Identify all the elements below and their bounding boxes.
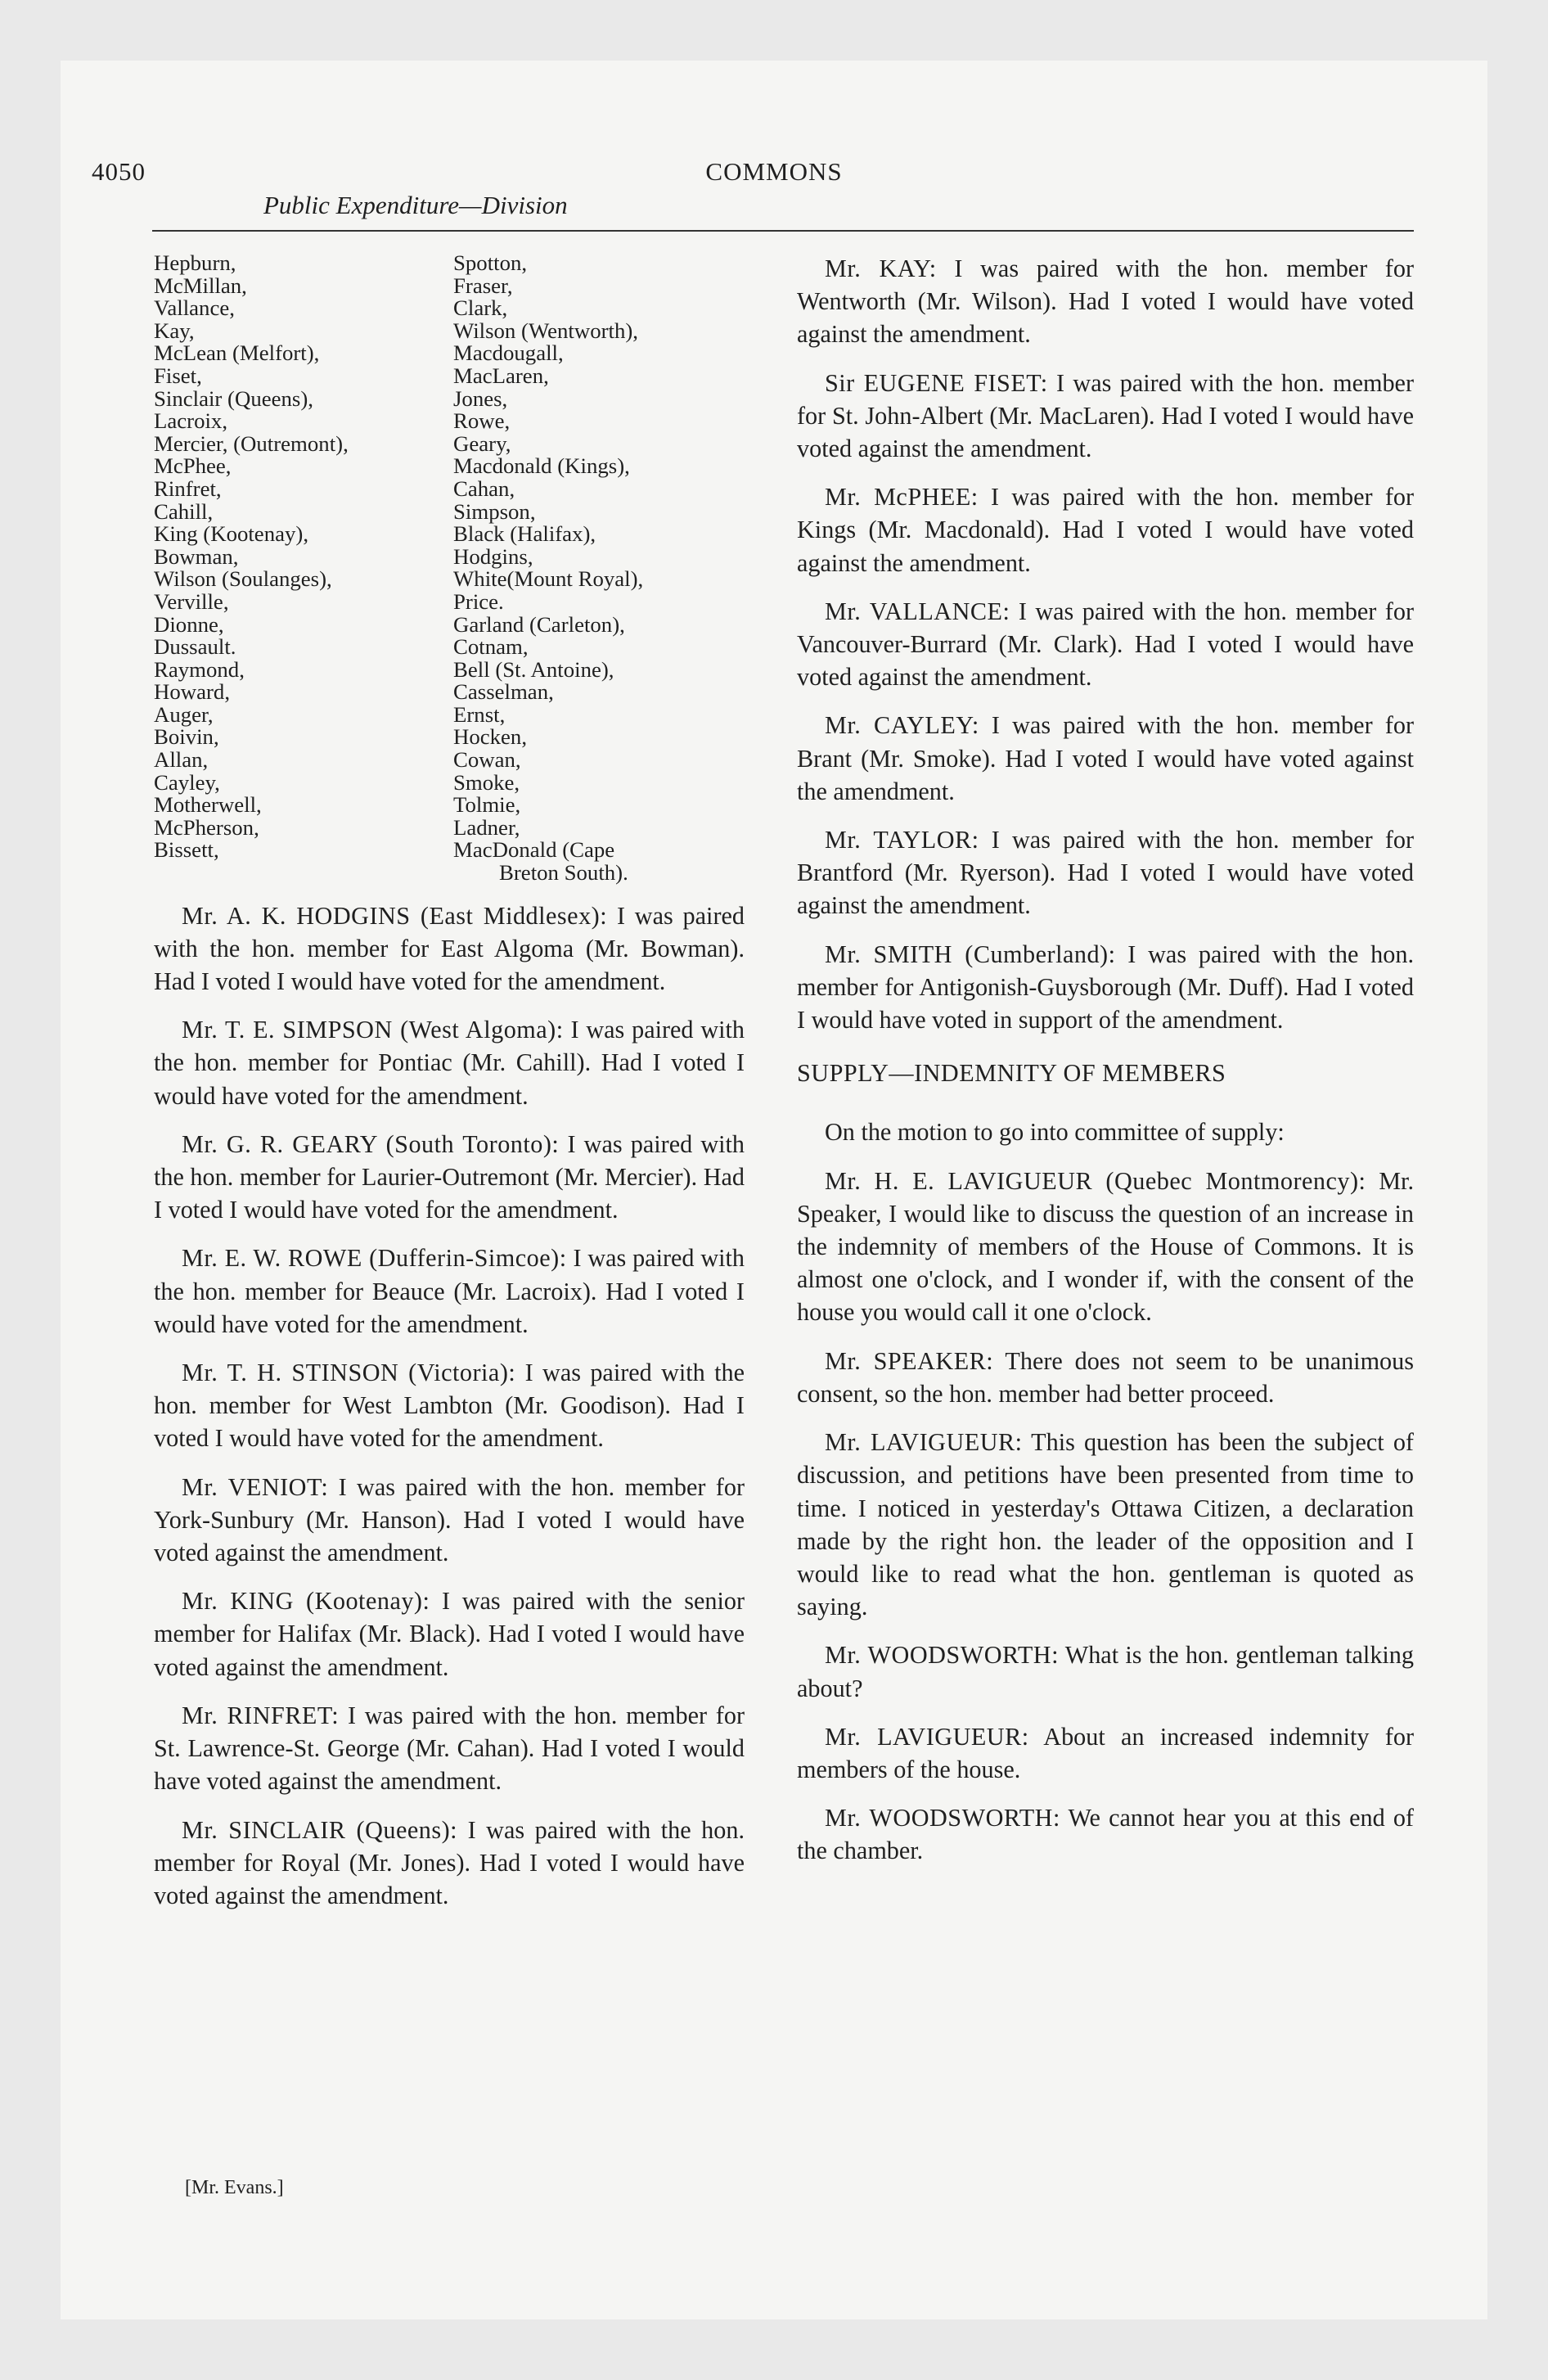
right-column [797,252,1414,1883]
division-member: MacDonald (Cape [453,837,615,863]
division-member: Simpson, [453,498,536,524]
speech-paragraph [154,1128,745,1227]
speaker-name: Mr. SINCLAIR (Queens): [182,1815,458,1844]
speaker-name: Mr. TAYLOR: [825,826,979,854]
speech-paragraph [797,480,1414,579]
division-member: MacLaren, [453,363,549,388]
speech-paragraph [797,1165,1414,1329]
speech-paragraph [797,1720,1414,1786]
speech-paragraph [154,899,745,998]
division-member: Hodgins, [453,543,533,569]
speech-text: I was paired with the hon. member for Brantford (Mr. Ryerson). Had I voted I would have voted against the amendment. [797,826,1415,920]
left-speeches [154,899,745,1912]
speech-text: Mr. Speaker, I would like to discuss the question of an increase in the indemnity of members of the House of Commons. It is almost one o'clock, and I wonder if, with the consent of the house you would call it one o'clock. [797,1166,1414,1327]
speaker-name: Mr. SMITH (Cumberland): [825,940,1116,968]
speech-text: I was paired with the hon. member for Brant (Mr. Smoke). Had I voted I would have voted against the amendment. [797,711,1414,805]
speaker-name: Mr. KAY: [825,255,937,282]
speaker-name: Mr. A. K. HODGINS (East Middlesex): [182,901,608,930]
division-member: Dionne, [154,611,224,637]
speech-paragraph [797,823,1414,922]
speaker-name: Sir EUGENE FISET: [825,368,1048,397]
division-member: Bissett, [154,837,219,863]
division-member: Smoke, [453,769,520,795]
division-member: Fiset, [154,363,202,388]
speech-text: I was paired with the hon. member for Wentworth (Mr. Wilson). Had I voted I would have voted against the amendment. [797,255,1415,349]
speaker-name: Mr. LAVIGUEUR: [825,1722,1029,1751]
right-speeches-a [797,252,1414,1036]
division-member: Casselman, [453,679,554,705]
speech-paragraph [154,1471,745,1570]
speaker-name: Mr. G. R. GEARY (South Toronto): [182,1129,560,1158]
speech-text: I was paired with the hon. member for Laurier-Outremont (Mr. Mercier). Had I voted I would have voted for the amendment. [154,1129,745,1224]
division-member: Spotton, [453,250,528,275]
section-heading: SUPPLY—INDEMNITY OF MEMBERS [797,1059,1226,1088]
speech-text: I was paired with the hon. member for Kings (Mr. Macdonald). Had I voted I would have voted against the amendment. [797,483,1415,577]
division-member: Cahan, [453,476,515,501]
division-member: Boivin, [154,724,219,750]
division-member: Motherwell, [154,792,262,818]
division-col-2 [453,252,745,885]
division-member: Price. [453,588,504,614]
division-member: King (Kootenay), [154,521,309,547]
speaker-name: Mr. KING (Kootenay): [182,1587,430,1616]
division-member: Verville, [154,588,229,614]
division-member: Lacroix, [154,408,228,434]
speech-text: I was paired with the hon. member for St. Lawrence-St. George (Mr. Cahan). Had I voted I would have voted against the amendment. [154,1701,745,1796]
division-member: Wilson (Soulanges), [154,566,332,592]
speech-text: What is the hon. gentleman talking about? [797,1641,1414,1702]
speech-text: This question has been the subject of discussion, and petitions have been presented from time to time. I noticed in yesterday's Ottawa Citizen, a declaration made by the right hon. the leader of the opposition and I would like to read what the hon. gentleman is quoted as saying. [797,1428,1414,1621]
division-member: Fraser, [453,273,513,298]
speech-text: I was paired with the hon. member for East Algoma (Mr. Bowman). Had I voted I would have voted for the amendment. [154,901,745,996]
division-member: Cayley, [154,769,220,795]
speech-text: There does not seem to be unanimous consent, so the hon. member had better proceed. [797,1346,1414,1408]
division-member: Rowe, [453,408,511,434]
speech-paragraph [797,1426,1414,1623]
division-member: Macdonald (Kings), [453,453,630,479]
speech-paragraph [154,1356,745,1455]
speech-paragraph [797,1345,1414,1410]
speaker-name: Mr. WOODSWORTH: [825,1804,1060,1832]
speech-paragraph [154,1242,745,1341]
speaker-name: Mr. H. E. LAVIGUEUR (Quebec Montmorency): [825,1166,1366,1195]
speech-paragraph [797,595,1414,694]
division-member: Ernst, [453,701,506,727]
speaker-name: Mr. WOODSWORTH: [825,1641,1059,1670]
division-member: Vallance, [154,295,235,321]
speaker-name: Mr. McPHEE: [825,483,979,512]
division-col-1 [154,252,453,885]
division-member: McPhee, [154,453,232,479]
division-member: Macdougall, [453,340,564,366]
division-member: Hocken, [453,724,528,750]
header-rule [152,230,1414,232]
division-list [154,252,745,885]
speech-text: I was paired with the hon. member for Royal (Mr. Jones). Had I voted I would have voted against the amendment. [154,1815,745,1909]
division-member: McMillan, [154,273,247,298]
division-member: Cotnam, [453,634,529,660]
footer-reference: [Mr. Evans.] [185,2177,284,2198]
division-member: Wilson (Wentworth), [453,318,638,343]
speech-text: I was paired with the hon. member for Vancouver-Burrard (Mr. Clark). Had I voted I would have voted against the amendment. [797,597,1415,692]
speaker-name: Mr. VENIOT: [182,1472,329,1501]
speaker-name: Mr. T. H. STINSON (Victoria): [182,1359,516,1387]
speech-paragraph [797,367,1414,466]
division-member: Hepburn, [154,250,236,275]
running-title: COMMONS [705,157,843,186]
division-member: Ladner, [453,814,520,840]
division-member: Dussault. [154,634,236,660]
division-member: Auger, [154,701,214,727]
right-speeches-b [797,1165,1414,1868]
speech-text: About an increased indemnity for members of the house. [797,1722,1415,1783]
speech-paragraph [797,709,1414,808]
speech-paragraph [154,1584,745,1684]
division-member: Raymond, [154,656,245,682]
speech-text: I was paired with the hon. member for Antigonish-Guysborough (Mr. Duff). Had I voted I would have voted in support of the amendment. [797,940,1415,1034]
speaker-name: Mr. LAVIGUEUR: [825,1428,1023,1457]
speaker-name: Mr. RINFRET: [182,1701,340,1729]
page-subtitle: Public Expenditure—Division [263,191,568,219]
division-member: Sinclair (Queens), [154,385,313,411]
speech-text: We cannot hear you at this end of the chamber. [797,1804,1414,1865]
speaker-name: Mr. T. E. SIMPSON (West Algoma): [182,1016,564,1044]
division-member: McPherson, [154,814,259,840]
division-member: Rinfret, [154,476,222,501]
speaker-name: Mr. E. W. ROWE (Dufferin-Simcoe): [182,1244,567,1273]
speech-paragraph [797,252,1414,351]
speech-text: I was paired with the hon. member for York-Sunbury (Mr. Hanson). Had I voted I would have voted against the amendment. [154,1472,745,1567]
speech-paragraph [797,938,1414,1037]
speech-paragraph [154,1814,745,1913]
division-member: Tolmie, [453,792,521,818]
division-member: Clark, [453,295,508,321]
speaker-name: Mr. VALLANCE: [825,597,1010,625]
division-member: Breton South). [499,860,628,886]
speech-text: I was paired with the hon. member for St. John-Albert (Mr. MacLaren). Had I voted I would have voted against the amendment. [797,368,1414,463]
motion-text: On the motion to go into committee of supply: [825,1118,1285,1147]
division-member: Bowman, [154,543,239,569]
speech-text: I was paired with the hon. member for Pontiac (Mr. Cahill). Had I voted I would have voted for the amendment. [154,1016,745,1110]
speaker-name: Mr. CAYLEY: [825,711,979,740]
speech-paragraph [797,1639,1414,1704]
division-member: Mercier, (Outremont), [154,430,349,456]
division-member: Black (Halifax), [453,521,596,547]
speech-text: I was paired with the hon. member for Beauce (Mr. Lacroix). Had I voted I would have voted for the amendment. [154,1244,745,1338]
left-column [154,252,745,1927]
division-member: Jones, [453,385,508,411]
speaker-name: Mr. SPEAKER: [825,1346,994,1375]
division-member: Cowan, [453,747,521,773]
speech-paragraph [154,1013,745,1112]
page-number: 4050 [92,157,146,186]
division-member: Garland (Carleton), [453,611,625,637]
speech-text: I was paired with the senior member for Halifax (Mr. Black). Had I voted I would have voted against the amendment. [154,1587,745,1681]
division-member: Howard, [154,679,231,705]
division-member: Allan, [154,747,209,773]
speech-paragraph [154,1699,745,1798]
division-member: White(Mount Royal), [453,566,644,592]
division-member: Geary, [453,430,511,456]
speech-paragraph [797,1801,1414,1867]
division-member: McLean (Melfort), [154,340,320,366]
division-member: Cahill, [154,498,214,524]
speech-text: I was paired with the hon. member for West Lambton (Mr. Goodison). Had I voted I would have voted for the amendment. [154,1359,745,1453]
division-member: Bell (St. Antoine), [453,656,614,682]
division-member: Kay, [154,318,195,343]
